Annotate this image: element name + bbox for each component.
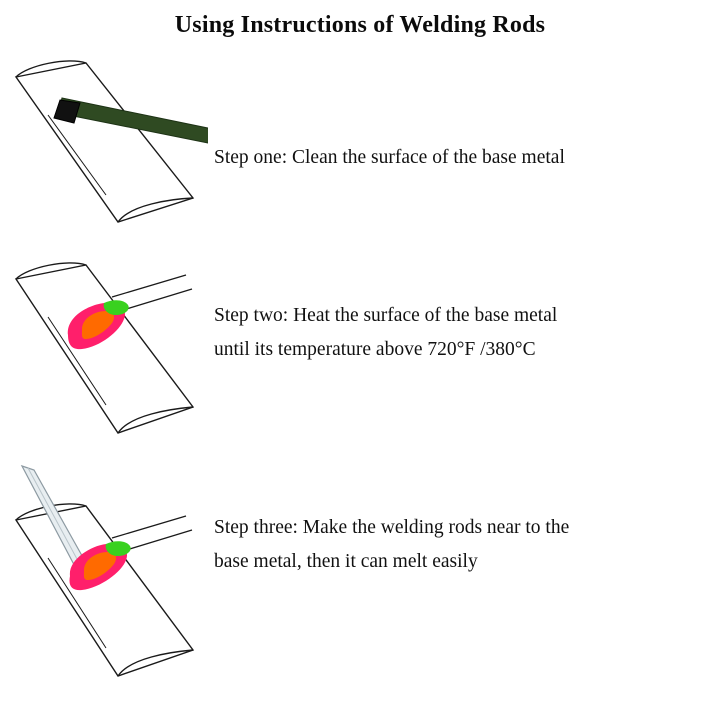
- step-three-caption: [214, 511, 714, 579]
- welding-rod-melting-on-pipe-illustration: [8, 460, 208, 710]
- caption-line: base metal, then it can melt easily: [214, 551, 478, 572]
- brush-cleaning-pipe-illustration: [8, 55, 208, 235]
- step-row-one: [0, 55, 720, 235]
- torch-flame-heating-pipe-illustration: [8, 255, 208, 455]
- step-one-caption: [214, 141, 714, 175]
- step-row-two: [0, 255, 720, 455]
- page-title: Using Instructions of Welding Rods: [174, 12, 546, 38]
- caption-line: Step one: Clean the surface of the base metal: [214, 147, 565, 168]
- caption-line: until its temperature above 720°F /380°C: [214, 339, 536, 360]
- step-two-caption: [214, 299, 714, 367]
- caption-line: Step three: Make the welding rods near to the: [214, 517, 570, 538]
- step-row-three: [0, 460, 720, 710]
- caption-line: Step two: Heat the surface of the base metal: [214, 305, 558, 326]
